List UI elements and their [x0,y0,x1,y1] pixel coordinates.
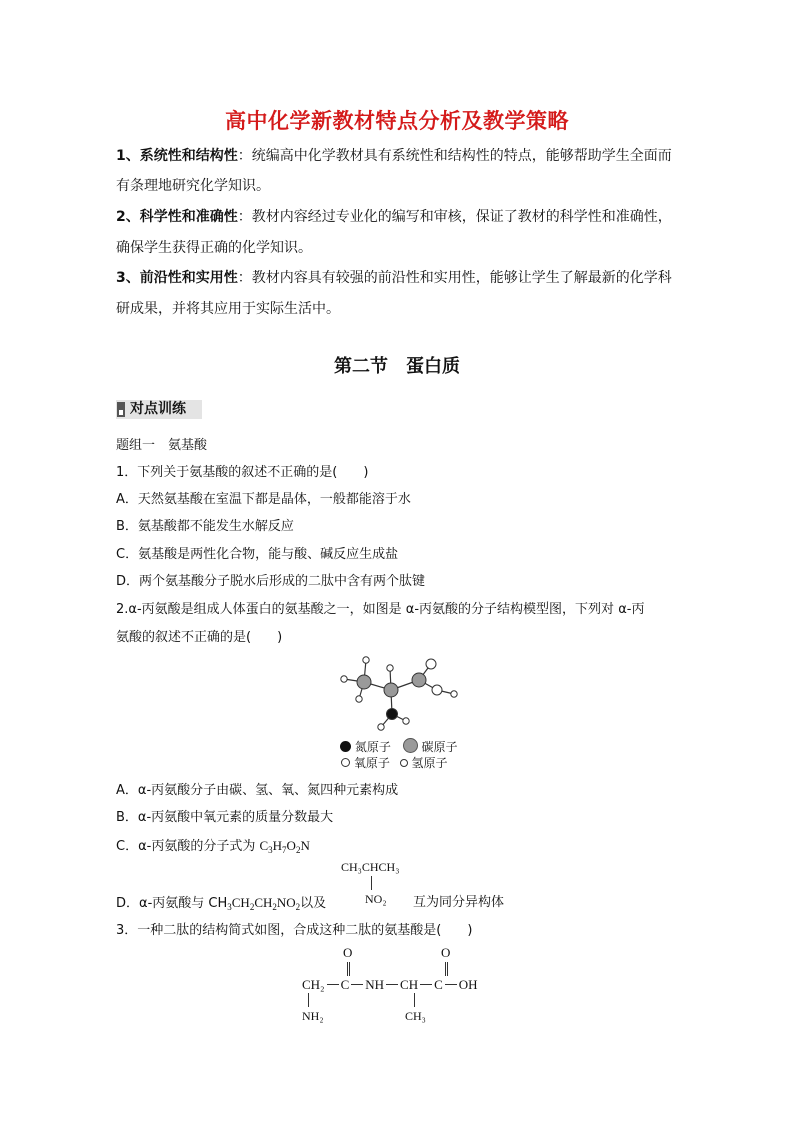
feature-2-text1: 教材内容经过专业化的编写和审核，保证了教材的科学性和准确性， [251,209,672,225]
q3-bond-ch3 [414,993,415,1007]
oxygen-legend-icon [341,758,350,767]
feature-1-sep: ： [237,148,252,164]
hydrogen-atom [387,665,393,671]
carbon-legend-icon [403,738,418,753]
legend-nitrogen: 氮原子 [354,740,391,754]
q3-nh2: NH₂ [302,1009,324,1023]
badge-marker-icon [117,402,125,417]
hydrogen-atom [341,676,347,682]
legend-hydrogen: 氢原子 [411,756,448,770]
q3-double-bond-2 [445,962,448,976]
carbon-atom [357,675,371,689]
alanine-molecule-model [330,652,470,737]
q2-option-c [116,836,310,860]
q3-ch2: CH₂ [302,977,325,992]
carbon-atom [384,683,398,697]
hydrogen-atom [356,696,362,702]
molecule-atoms [341,657,457,730]
feature-1-text1: 统编高中化学教材具有系统性和结构性的特点，能够帮助学生全面而 [251,148,672,164]
q2-option-a: A．α-丙氨酸分子由碳、氢、氧、氮四种元素构成 [116,783,399,798]
q3-stem: 3．一种二肽的结构简式如图，合成这种二肽的氨基酸是( ) [116,923,473,938]
q1-option-d: D．两个氨基酸分子脱水后形成的二肽中含有两个肽键 [116,574,426,589]
q3-ch: CH [400,977,419,992]
nitrogen-atom [387,709,398,720]
q2-d-struct-top: CH₃CHCH₃ [341,860,400,874]
q3-double-bond-1 [347,962,350,976]
nitrogen-legend-icon [340,741,351,752]
page-title: 高中化学新教材特点分析及教学策略 [225,109,569,133]
feature-2-sep: ： [237,209,252,225]
q1-option-b: B．氨基酸都不能发生水解反应 [116,519,294,534]
q2-option-d: D．α-丙氨酸与 $CH_3CH_2CH_2NO_2$以及 [116,895,327,912]
molecule-legend-row2 [341,755,448,771]
q3-c2: C [434,977,443,992]
feature-2-label: 2、科学性和准确性 [116,209,238,225]
q2-option-c-prefix: C．α-丙氨酸的分子式为 [116,839,260,854]
hydrogen-atom [378,724,384,730]
q3-nh: NH [365,977,385,992]
feature-1-text2: 有条理地研究化学知识。 [116,178,270,194]
q2-option-c-formula: $C_3H_7O_2N$ [259,838,310,855]
practice-badge [116,400,202,419]
badge-label: 对点训练 [130,401,186,417]
q2-option-b: B．α-丙氨酸中氧元素的质量分数最大 [116,810,334,825]
q1-option-a: A．天然氨基酸在室温下都是晶体，一般都能溶于水 [116,492,411,507]
oxygen-atom [426,659,436,669]
feature-3-text1: 教材内容具有较强的前沿性和实用性，能够让学生了解最新的化学科 [251,270,672,286]
q3-oxygen-1: O [343,945,353,960]
oxygen-atom [432,685,442,695]
feature-1-label: 1、系统性和结构性 [116,148,238,164]
carbon-atom [412,673,426,687]
feature-3-text2: 研成果，并将其应用于实际生活中。 [116,301,340,317]
hydrogen-atom [451,691,457,697]
q2-option-d-suffix: 互为同分异构体 [413,895,505,910]
feature-3-label: 3、前沿性和实用性 [116,270,238,286]
q1-stem: 1．下列关于氨基酸的叙述不正确的是( ) [116,465,369,480]
q3-ch3: CH₃ [405,1009,426,1023]
q3-oxygen-2: O [441,945,451,960]
hydrogen-atom [403,718,409,724]
q2-d-struct-bottom: NO₂ [365,892,387,906]
hydrogen-atom [363,657,369,663]
feature-1-line1 [116,146,672,166]
feature-2-line1 [116,207,672,227]
q3-chain [302,977,478,993]
q2-stem-line2: 氨酸的叙述不正确的是( ) [116,630,283,645]
q2-stem-line1: 2.α-丙氨酸是组成人体蛋白的氨基酸之一，如图是 α-丙氨酸的分子结构模型图，下列对 α-丙 [116,602,645,617]
q3-bond-nh2 [308,993,309,1007]
q2-option-d-prefix: D．α-丙氨酸与 CH [116,896,228,911]
legend-carbon: 碳原子 [421,740,458,754]
molecule-legend [340,738,458,755]
q3-oh: OH [458,977,478,992]
q3-c1: C [340,977,350,992]
section-title: 第二节 蛋白质 [334,356,460,377]
feature-3-sep: ： [237,270,252,286]
q2-d-struct-bond [371,876,372,890]
feature-2-text2: 确保学生获得正确的化学知识。 [116,240,312,256]
q2-option-d-join: 以及 [300,896,327,911]
legend-oxygen: 氧原子 [353,756,390,770]
hydrogen-legend-icon [400,759,408,767]
feature-3-line1 [116,268,672,288]
question-group-label: 题组一 氨基酸 [116,438,208,453]
q1-option-c: C．氨基酸是两性化合物，能与酸、碱反应生成盐 [116,547,399,562]
